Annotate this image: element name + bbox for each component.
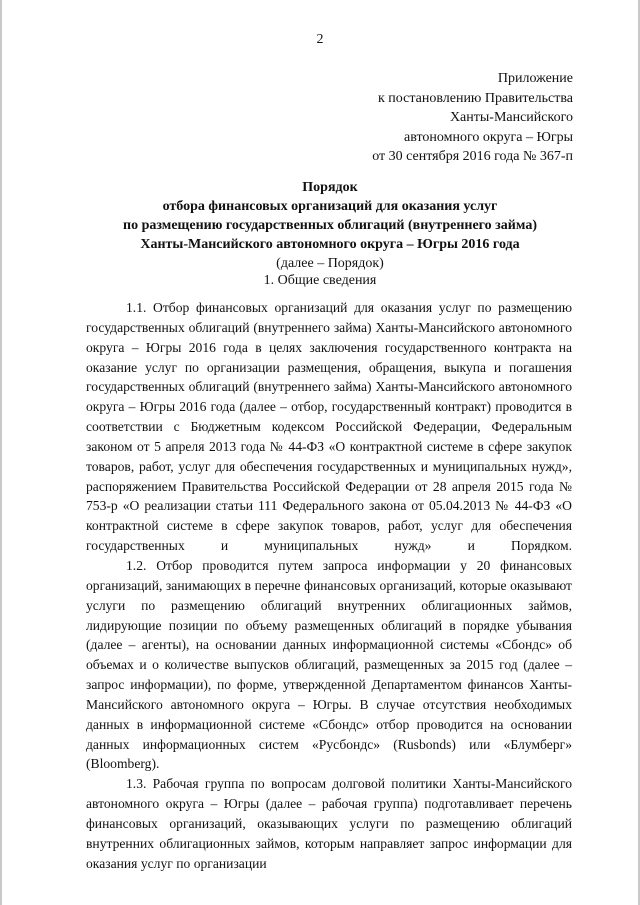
appendix-header bbox=[372, 69, 573, 167]
appendix-line: Приложение bbox=[497, 71, 573, 86]
paragraph-1-3: 1.3. Рабочая группа по вопросам долговой политики Ханты-Мансийского автономного округа – Югры (далее – рабочая группа) подготавливает перечень финансовых организаций, оказывающих услуги по размещению облигаций внутренних облигационных займов, которым направляет запрос информации для оказания услуг по организации bbox=[86, 776, 572, 871]
title-subline: (далее – Порядок) bbox=[276, 256, 384, 271]
title-line: по размещению государственных облигаций (внутреннего займа) bbox=[123, 218, 537, 233]
appendix-line: к постановлению Правительства bbox=[377, 90, 573, 106]
page-number: 2 bbox=[316, 32, 324, 47]
title-line: отбора финансовых организаций для оказания услуг bbox=[162, 199, 498, 214]
scan-edge-left bbox=[0, 0, 2, 905]
paragraph-1-1: 1.1. Отбор финансовых организаций для оказания услуг по размещению государственных облигаций (внутреннего займа) Ханты-Мансийского автономного округа – Югры 2016 года в целях заключения государственного контракта на оказание услуг по организации размещения, обращения, выкупа и погашения государственных облигаций (внутреннего займа) Ханты-Мансийского автономного округа – Югры 2016 года (далее – отбор, государственный контракт) проводится в соответствии с Бюджетным кодексом Российской Федерации, Федеральным законом от 5 апреля 2013 года № 44-ФЗ «О контрактной системе в сфере закупок товаров, работ, услуг для обеспечения государственных и муниципальных нужд», распоряжением Правительства Российской Федерации от 28 апреля 2015 года № 753-р «О реализации статьи 111 Федерального закона от 05.04.2013 № 44-ФЗ «О контрактной системе в сфере закупок товаров, работ, услуг для обеспечения государственных и муниципальных нужд» и Порядком. bbox=[86, 300, 572, 554]
section-heading: 1. Общие сведения bbox=[263, 273, 377, 288]
appendix-line: Ханты-Мансийского bbox=[449, 110, 573, 125]
title-line: Порядок bbox=[302, 180, 358, 195]
title-line: Ханты-Мансийского автономного округа – Югры 2016 года bbox=[140, 237, 520, 252]
document-title bbox=[88, 178, 572, 273]
appendix-line: автономного округа – Югры bbox=[404, 129, 573, 145]
appendix-line: от 30 сентября 2016 года № 367-п bbox=[372, 149, 573, 164]
section-body bbox=[86, 298, 572, 873]
paragraph-1-2: 1.2. Отбор проводится путем запроса информации у 20 финансовых организаций, занимающих в перечне финансовых организаций, которые оказывают услуги по размещению облигаций внутренних облигационных займов, лидирующие позиции по объему размещенных облигаций в порядке убывания (далее – агенты), на основании данных информационной системы «Сбондс» об объемах и о количестве выпусков облигаций, размещенных за 2015 год (далее – запрос информации), по форме, утвержденной Департаментом финансов Ханты-Мансийского автономного округа – Югры. В случае отсутствия необходимых данных в информационной системе «Сбондс» отбор проводится на основании данных информационных систем «Русбондс» (Rusbonds) или «Блумберг» (Bloomberg). bbox=[86, 557, 572, 772]
